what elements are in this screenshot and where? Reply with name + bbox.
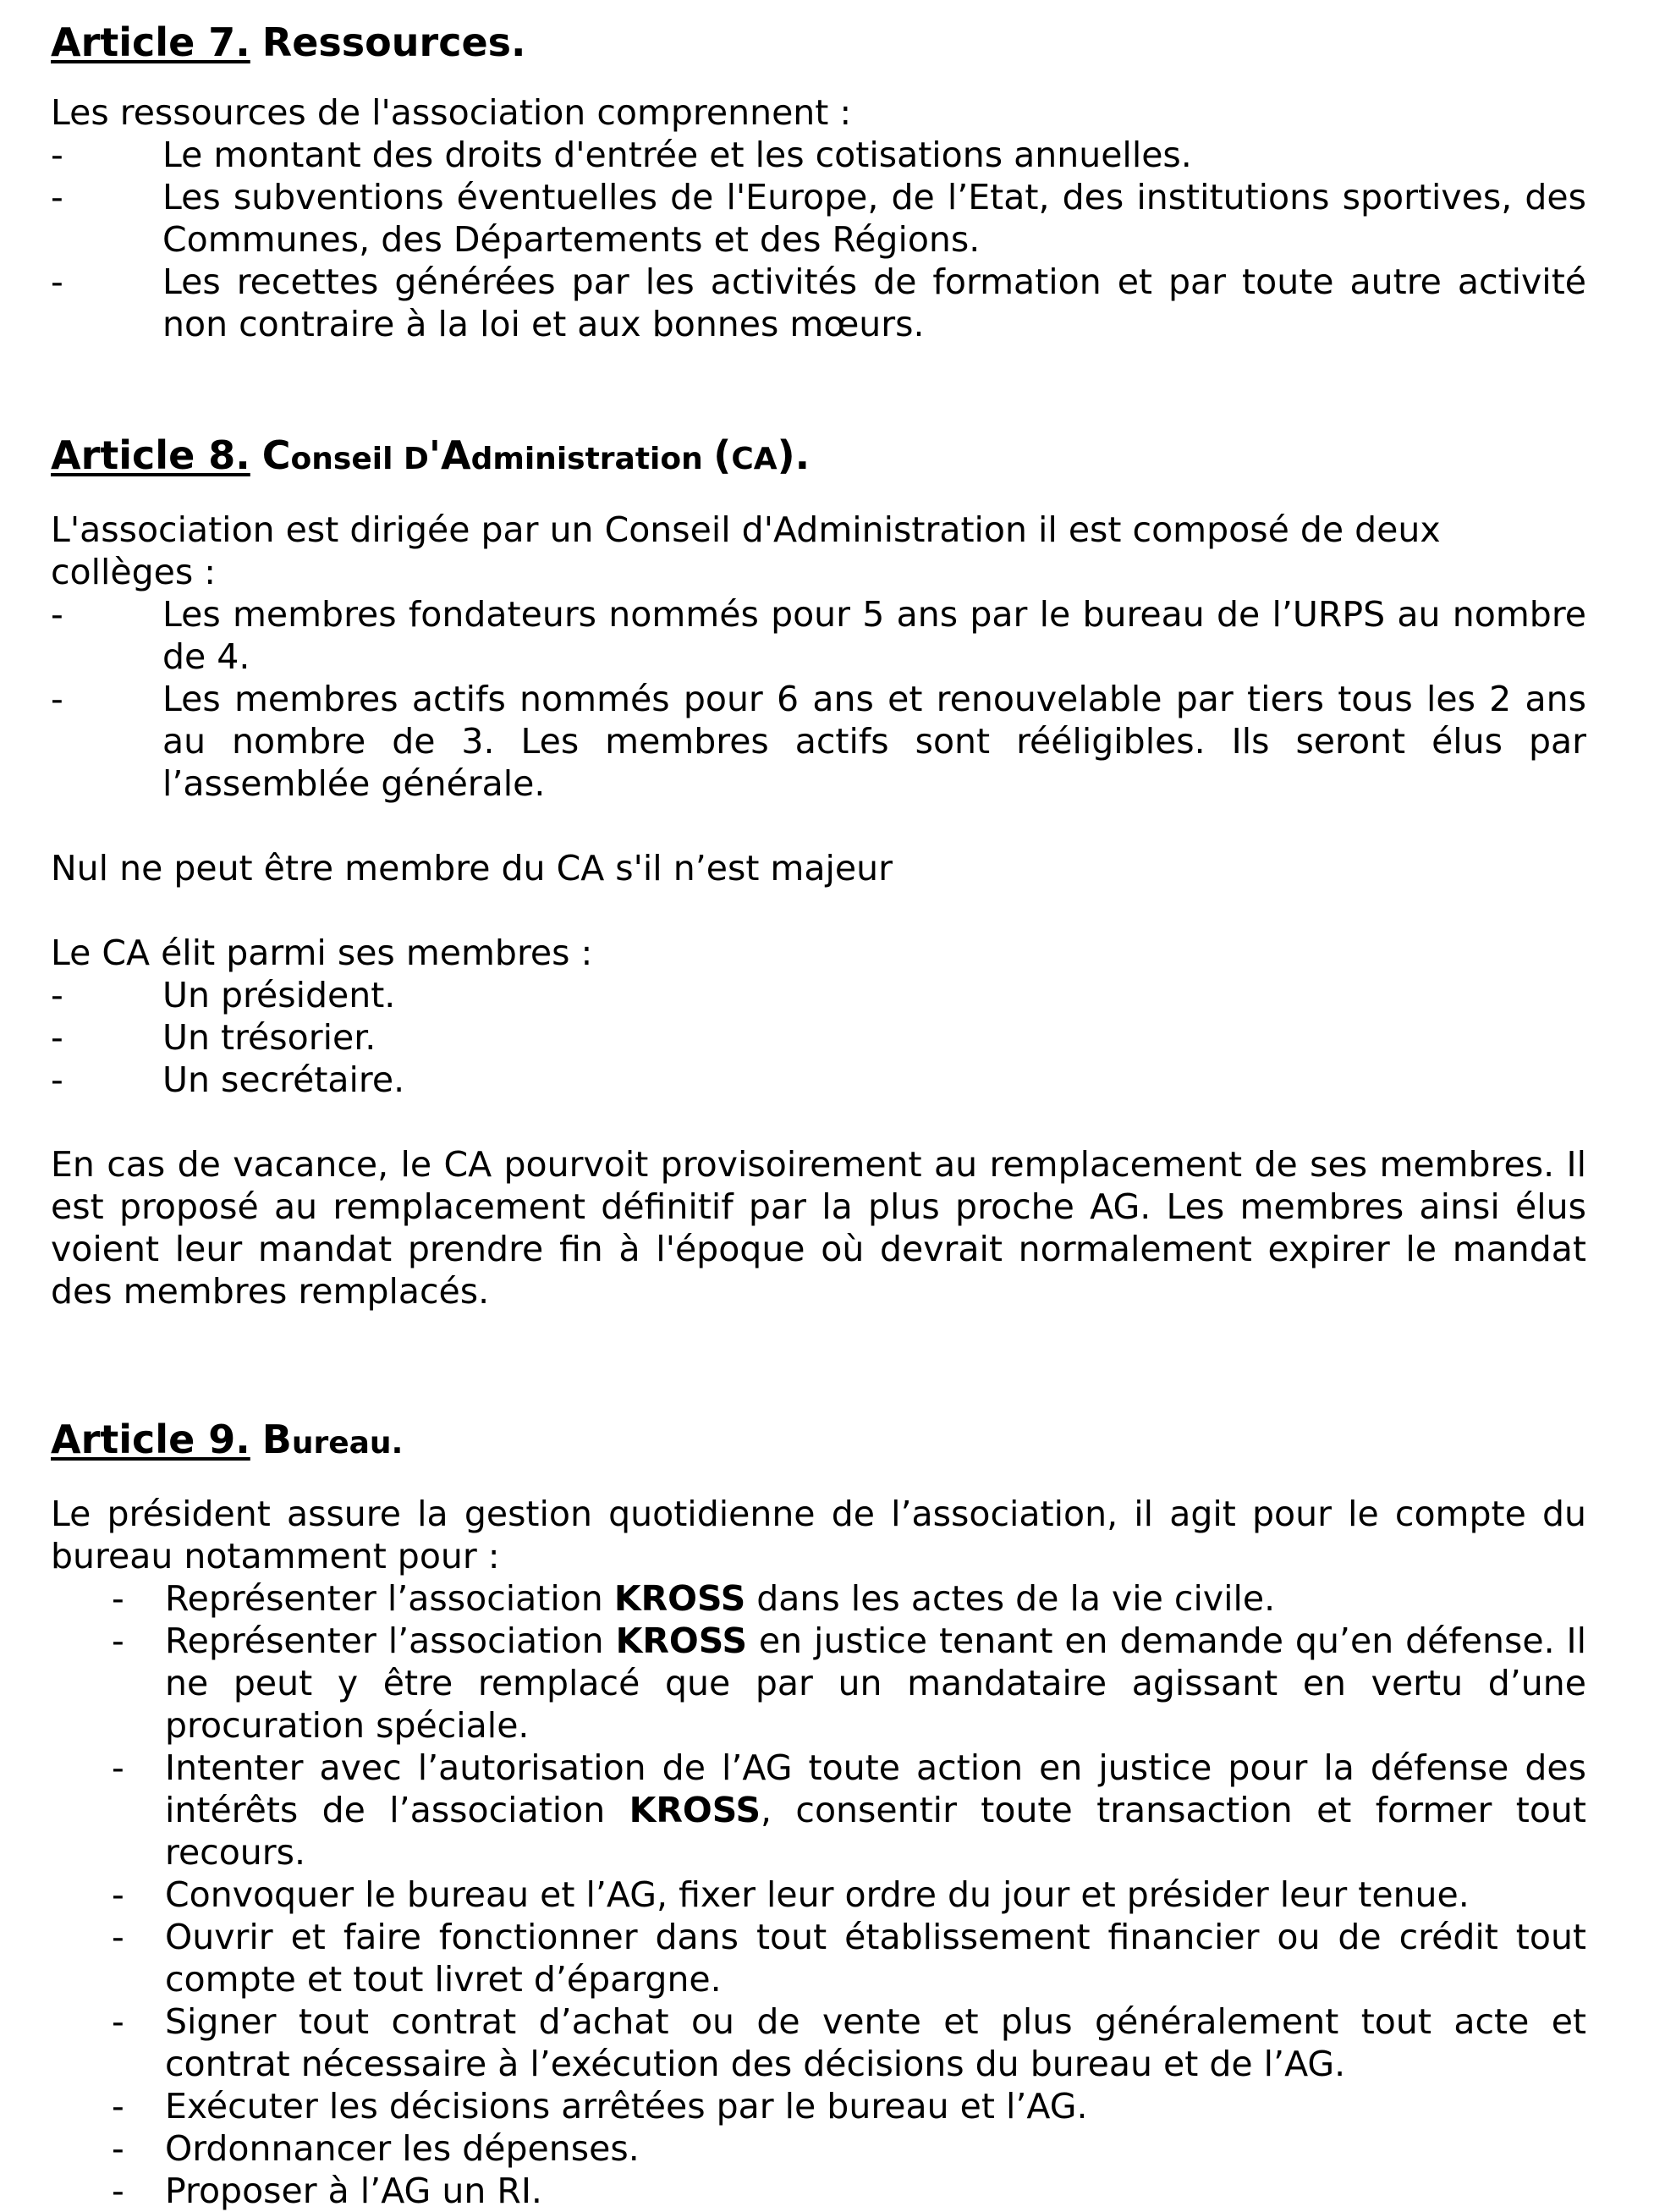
document-page <box>51 17 1586 2212</box>
list-item: - Exécuter les décisions arrêtées par le bureau et l’AG. <box>51 2085 1586 2127</box>
list-item: - Les recettes générées par les activités de formation et par toute autre activité non contraire à la loi et aux bonnes mœurs. <box>51 261 1586 345</box>
article-8-roles-list <box>51 974 1586 1101</box>
article-9-heading <box>51 1414 1586 1469</box>
list-item: - Les subventions éventuelles de l'Europe, de l’Etat, des institutions sportives, des Communes, des Départements et des Régions. <box>51 176 1586 261</box>
list-item: - Un trésorier. <box>51 1016 1586 1059</box>
list-item: - Les membres fondateurs nommés pour 5 ans par le bureau de l’URPS au nombre de 4. <box>51 593 1586 678</box>
article-7-resources-list <box>51 134 1586 345</box>
article-8-vacancy: En cas de vacance, le CA pourvoit provisoirement au remplacement de ses membres. Il est proposé au remplacement définitif par la plus proche AG. Les membres ainsi élus voient leur mandat prendre fin à l'époque où devrait normalement expirer le mandat des membres remplacés. <box>51 1144 1586 1312</box>
brand-name: KROSS <box>629 1790 761 1830</box>
article-9-number: Article 9. <box>51 1417 250 1462</box>
article-8-number: Article 8. <box>51 432 250 478</box>
article-7-heading <box>51 17 1586 68</box>
brand-name: KROSS <box>615 1620 748 1661</box>
article-8-elects-intro: Le CA élit parmi ses membres : <box>51 933 593 973</box>
list-item: - Le montant des droits d'entrée et les cotisations annuelles. <box>51 134 1586 176</box>
article-8 <box>51 430 1586 1312</box>
article-9-title: Bureau. <box>261 1417 404 1462</box>
list-item: - Représenter l’association KROSS dans les actes de la vie civile. <box>51 1577 1586 1620</box>
list-item: - Ouvrir et faire fonctionner dans tout établissement financier ou de crédit tout compte et tout livret d’épargne. <box>51 1916 1586 2000</box>
list-item: - Convoquer le bureau et l’AG, fixer leur ordre du jour et présider leur tenue. <box>51 1874 1586 1916</box>
article-8-majority: Nul ne peut être membre du CA s'il n’est majeur <box>51 848 893 889</box>
article-7-intro: Les ressources de l'association comprennent : <box>51 92 852 133</box>
article-9-intro: Le président assure la gestion quotidienne de l’association, il agit pour le compte du bureau notamment pour : <box>51 1494 1586 1576</box>
article-8-title: Conseil D'Administration (CA). <box>261 432 811 478</box>
list-item: - Les membres actifs nommés pour 6 ans et renouvelable par tiers tous les 2 ans au nombre de 3. Les membres actifs sont rééligibles. Ils seront élus par l’assemblée générale. <box>51 678 1586 805</box>
article-7 <box>51 17 1586 345</box>
list-item: - Ordonnancer les dépenses. <box>51 2127 1586 2170</box>
list-item: - Un président. <box>51 974 1586 1016</box>
article-9 <box>51 1414 1586 2212</box>
article-8-intro: L'association est dirigée par un Conseil d'Administration il est composé de deux collèges : <box>51 509 1441 592</box>
article-8-colleges-list <box>51 593 1586 805</box>
article-8-heading <box>51 430 1586 485</box>
article-7-number: Article 7. <box>51 19 250 65</box>
list-item: - Intenter avec l’autorisation de l’AG toute action en justice pour la défense des intérêts de l’association KROSS, consentir toute transaction et former tout recours. <box>51 1747 1586 1874</box>
list-item: - Proposer à l’AG un RI. <box>51 2170 1586 2212</box>
list-item: - Représenter l’association KROSS en justice tenant en demande qu’en défense. Il ne peut y être remplacé que par un mandataire agissant en vertu d’une procuration spéciale. <box>51 1620 1586 1747</box>
list-item: - Signer tout contrat d’achat ou de vente et plus généralement tout acte et contrat nécessaire à l’exécution des décisions du bureau et de l’AG. <box>51 2000 1586 2085</box>
article-7-title: Ressources. <box>261 19 526 65</box>
article-9-duties-list <box>51 1577 1586 2212</box>
list-item: - Un secrétaire. <box>51 1059 1586 1101</box>
brand-name: KROSS <box>613 1578 746 1619</box>
